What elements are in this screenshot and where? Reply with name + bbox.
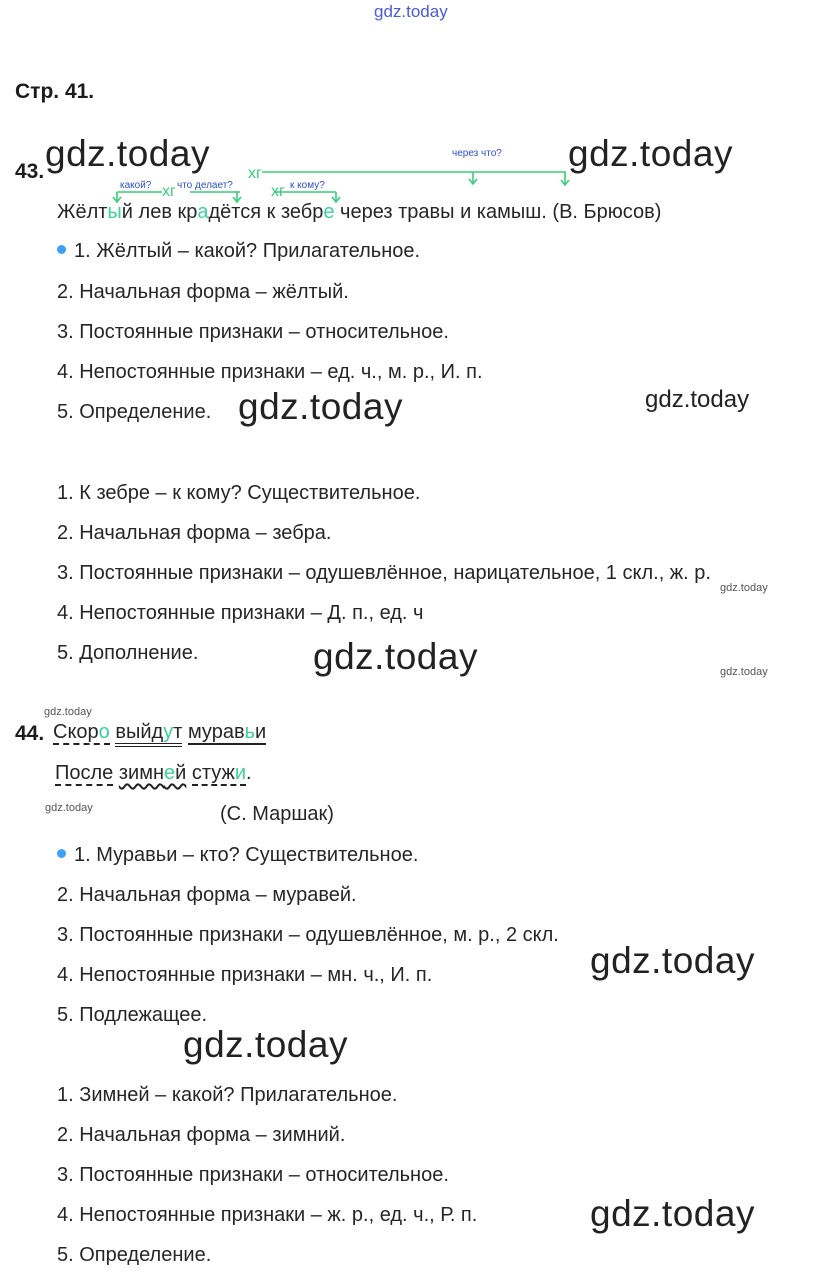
watermark: gdz.today xyxy=(590,940,755,981)
task-43-parse2-line3: 3. Постоянные признаки – одушевлённое, нарицательное, 1 скл., ж. р. xyxy=(57,562,711,584)
watermark-small: gdz.today xyxy=(45,802,93,814)
task-44-parse2-line5: 5. Определение. xyxy=(57,1244,212,1266)
task-44-number: 44. xyxy=(15,722,45,745)
task-44-verse-line2: После зимней стужи. xyxy=(55,762,252,784)
annotation-cherez-chto: через что? xyxy=(452,148,502,159)
task-44-parse2-line1: 1. Зимней – какой? Прилагательное. xyxy=(57,1084,398,1106)
watermark: gdz.today xyxy=(313,636,478,677)
watermark-small: gdz.today xyxy=(720,666,768,678)
task-43-parse1-line2: 2. Начальная форма – жёлтый. xyxy=(57,281,349,303)
annotation-chto-delaet: что делает? xyxy=(177,180,233,191)
task-44-parse1-line3: 3. Постоянные признаки – одушевлённое, м. р., 2 скл. xyxy=(57,924,559,946)
task-44-parse1-line2: 2. Начальная форма – муравей. xyxy=(57,884,357,906)
task-44-verse-line1: Скоро выйдут муравьи xyxy=(53,720,266,744)
mark-hg-3: хг xyxy=(271,183,285,200)
task-43-parse2-line1: 1. К зебре – к кому? Существительное. xyxy=(57,482,421,504)
task-44-parse2-line2: 2. Начальная форма – зимний. xyxy=(57,1124,346,1146)
arrow-travy xyxy=(469,172,477,184)
task-43-parse2-line2: 2. Начальная форма – зебра. xyxy=(57,522,332,544)
page-heading: Стр. 41. xyxy=(15,80,95,103)
watermark-small: gdz.today xyxy=(44,706,92,718)
task-44-parse2-line3: 3. Постоянные признаки – относительное. xyxy=(57,1164,449,1186)
task-43-parse2-line4: 4. Непостоянные признаки – Д. п., ед. ч xyxy=(57,602,424,624)
task-43-number: 43. xyxy=(15,160,45,183)
mark-hg-2: хг xyxy=(248,165,262,182)
task-43-parse1-line1: 1. Жёлтый – какой? Прилагательное. xyxy=(57,239,420,263)
watermark-top: gdz.today xyxy=(374,2,448,21)
watermark: gdz.today xyxy=(45,133,210,174)
watermark: gdz.today xyxy=(645,386,750,413)
task-44-parse1-line5: 5. Подлежащее. xyxy=(57,1004,208,1026)
bullet-dot xyxy=(57,245,66,254)
task-43-parse1-line4: 4. Непостоянные признаки – ед. ч., м. р., И. п. xyxy=(57,361,483,383)
watermark: gdz.today xyxy=(590,1193,755,1234)
watermark-small: gdz.today xyxy=(720,582,768,594)
watermark: gdz.today xyxy=(568,133,733,174)
task-44-parse1-line4: 4. Непостоянные признаки – мн. ч., И. п. xyxy=(57,964,433,986)
task-44-parse1-line1: 1. Муравьи – кто? Существительное. xyxy=(57,843,418,867)
task-43-parse2-line5: 5. Дополнение. xyxy=(57,642,199,664)
watermark: gdz.today xyxy=(183,1024,348,1065)
task-43-parse1-line5: 5. Определение. xyxy=(57,401,212,423)
bullet-dot xyxy=(57,849,66,858)
task-44-parse2-line4: 4. Непостоянные признаки – ж. р., ед. ч., Р. п. xyxy=(57,1204,478,1226)
annotation-k-komu: к кому? xyxy=(290,180,325,191)
mark-hg-1: хг xyxy=(162,183,176,200)
watermark: gdz.today xyxy=(238,386,403,427)
task-44-author: (С. Маршак) xyxy=(220,803,334,825)
task-43-sentence: Жёлтый лев крадётся к зебре через травы и камыш. (В. Брюсов) xyxy=(57,201,662,223)
task-43-parse1-line3: 3. Постоянные признаки – относительное. xyxy=(57,321,449,343)
annotation-kakoy: какой? xyxy=(120,180,152,191)
